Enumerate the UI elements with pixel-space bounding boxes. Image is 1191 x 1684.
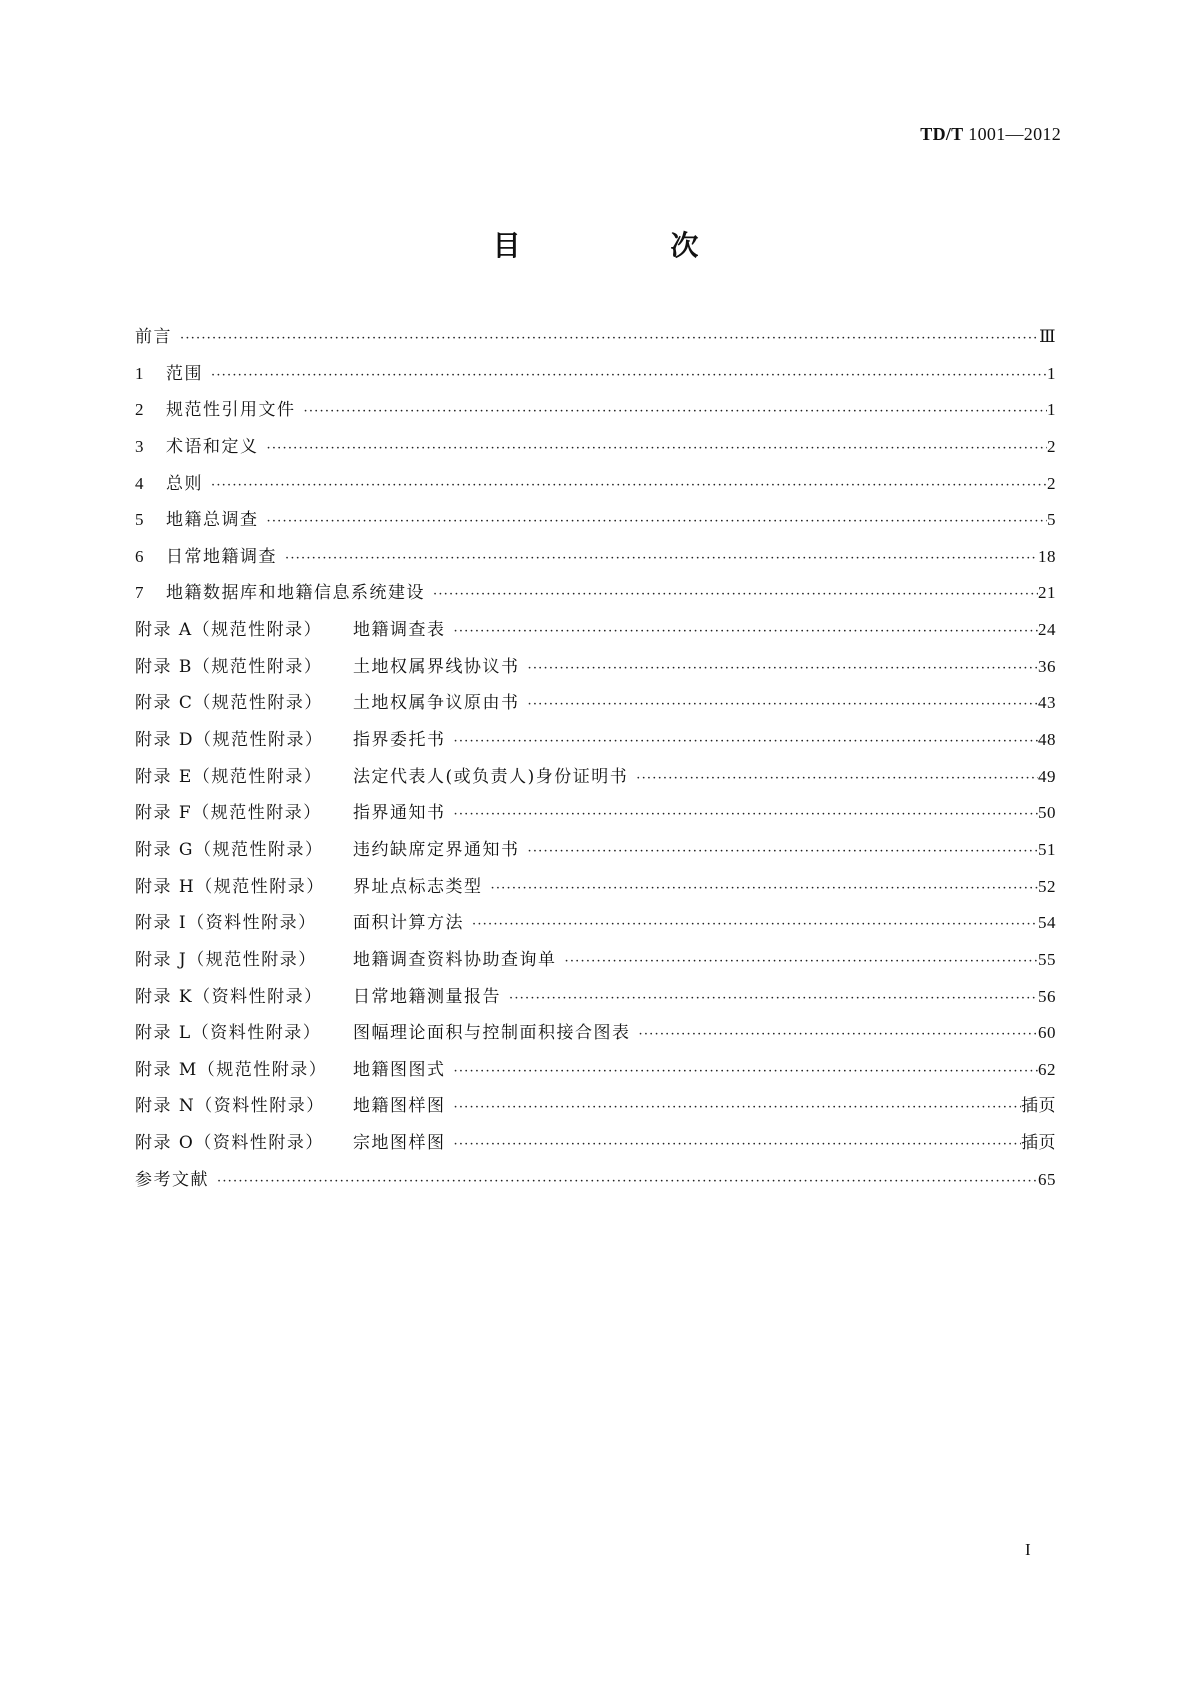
toc-entry[interactable] — [135, 908, 1056, 945]
toc-leader-dots — [450, 624, 1039, 639]
toc-entry[interactable] — [135, 1091, 1056, 1128]
toc-entry-appendix-label: 附录 J（规范性附录） — [135, 949, 317, 970]
toc-leader-dots — [281, 551, 1038, 566]
toc-entry[interactable] — [135, 982, 1056, 1019]
toc-entry-title: 法定代表人(或负责人)身份证明书 — [353, 766, 629, 787]
toc-entry-appendix-label: 附录 L（资料性附录） — [135, 1023, 322, 1044]
toc-entry-title: 地籍数据库和地籍信息系统建设 — [166, 583, 425, 604]
toc-entry-page: 2 — [1047, 436, 1056, 456]
toc-entry-number: 7 — [135, 583, 145, 603]
toc-entry[interactable] — [135, 322, 1056, 359]
toc-entry-page: 36 — [1038, 656, 1056, 676]
toc-entry-page: 51 — [1038, 839, 1056, 859]
toc-leader-dots — [524, 661, 1039, 676]
toc-entry-page: 52 — [1038, 876, 1056, 896]
document-code — [920, 124, 1061, 145]
toc-entry[interactable] — [135, 652, 1056, 689]
page-title: 目 次 — [492, 229, 769, 262]
toc-entry-number: 5 — [135, 510, 145, 530]
toc-entry-title: 宗地图样图 — [353, 1133, 446, 1154]
toc-leader-dots — [635, 1027, 1039, 1042]
toc-entry-title: 面积计算方法 — [353, 913, 464, 934]
toc-entry-number: 2 — [135, 400, 145, 420]
toc-entry-page: 43 — [1038, 693, 1056, 713]
toc-leader-dots — [450, 807, 1039, 822]
toc-leader-dots — [468, 917, 1038, 932]
toc-entry-title: 术语和定义 — [166, 436, 259, 457]
toc-entry-appendix-label: 附录 E（规范性附录） — [135, 766, 323, 787]
toc-entry[interactable] — [135, 1018, 1056, 1055]
toc-entry[interactable] — [135, 1055, 1056, 1092]
toc-entry-page: 48 — [1038, 730, 1056, 750]
toc-entry-page: 1 — [1047, 400, 1056, 420]
toc-entry-appendix-label: 附录 A（规范性附录） — [135, 620, 323, 641]
toc-leader-dots — [450, 734, 1039, 749]
toc-entry-appendix-label: 附录 G（规范性附录） — [135, 839, 324, 860]
toc-leader-dots — [207, 368, 1047, 383]
toc-entry-page: 62 — [1038, 1059, 1056, 1079]
toc-entry-number: 3 — [135, 436, 145, 456]
toc-entry-title: 前言 — [135, 327, 172, 347]
toc-entry-page: 55 — [1038, 949, 1056, 969]
toc-entry-page: 插页 — [1021, 1133, 1056, 1153]
toc-entry[interactable] — [135, 835, 1056, 872]
toc-entry-page: 49 — [1038, 766, 1056, 786]
toc-entry[interactable] — [135, 945, 1056, 982]
toc-entry[interactable] — [135, 872, 1056, 909]
toc-entry-page: 65 — [1038, 1169, 1056, 1189]
toc-entry[interactable] — [135, 615, 1056, 652]
toc-entry[interactable] — [135, 395, 1056, 432]
toc-entry-title: 规范性引用文件 — [166, 400, 296, 421]
toc-entry[interactable] — [135, 762, 1056, 799]
toc-entry-page: 插页 — [1021, 1096, 1056, 1116]
toc-entry[interactable] — [135, 725, 1056, 762]
toc-leader-dots — [176, 331, 1039, 346]
toc-entry[interactable] — [135, 1165, 1056, 1202]
toc-entry-title: 指界通知书 — [353, 803, 446, 824]
toc-entry[interactable] — [135, 359, 1056, 396]
toc-entry-appendix-label: 附录 K（资料性附录） — [135, 986, 323, 1007]
toc-entry[interactable] — [135, 469, 1056, 506]
toc-entry-page: 5 — [1047, 510, 1056, 530]
toc-leader-dots — [450, 1064, 1039, 1079]
toc-entry-appendix-label: 附录 H（规范性附录） — [135, 876, 325, 897]
toc-entry-appendix-label: 附录 I（资料性附录） — [135, 913, 317, 934]
toc-entry-page: 24 — [1038, 620, 1056, 640]
toc-entry-title: 日常地籍测量报告 — [353, 986, 501, 1007]
toc-leader-dots — [524, 844, 1039, 859]
toc-entry-number: 6 — [135, 546, 145, 566]
toc-entry-title: 违约缺席定界通知书 — [353, 839, 520, 860]
toc-entry-appendix-label: 附录 B（规范性附录） — [135, 656, 323, 677]
page-number: I — [1025, 1540, 1031, 1559]
toc-entry[interactable] — [135, 688, 1056, 725]
toc-leader-dots — [524, 697, 1039, 712]
toc-entry-title: 日常地籍调查 — [166, 546, 277, 567]
toc-leader-dots — [450, 1100, 1022, 1115]
toc-entry[interactable] — [135, 1128, 1056, 1165]
toc-leader-dots — [487, 881, 1039, 896]
toc-leader-dots — [300, 404, 1048, 419]
toc-entry-title: 土地权属争议原由书 — [353, 693, 520, 714]
toc-leader-dots — [263, 441, 1048, 456]
toc-leader-dots — [213, 1174, 1038, 1189]
toc-leader-dots — [505, 991, 1038, 1006]
toc-leader-dots — [632, 771, 1038, 786]
toc-entry[interactable] — [135, 505, 1056, 542]
toc-entry[interactable] — [135, 432, 1056, 469]
toc-entry-title: 地籍图样图 — [353, 1096, 446, 1117]
document-code-number: 1001—2012 — [968, 124, 1061, 144]
toc-entry-appendix-label: 附录 O（资料性附录） — [135, 1133, 324, 1154]
toc-entry-page: 1 — [1047, 363, 1056, 383]
toc-entry-title: 图幅理论面积与控制面积接合图表 — [353, 1023, 631, 1044]
toc-entry-page: 54 — [1038, 913, 1056, 933]
table-of-contents — [135, 322, 1056, 1201]
toc-entry-title: 总则 — [166, 473, 203, 494]
toc-entry-page: 18 — [1038, 546, 1056, 566]
toc-entry-title: 地籍调查资料协助查询单 — [353, 949, 557, 970]
toc-entry-title: 地籍总调查 — [166, 510, 259, 531]
toc-entry[interactable] — [135, 542, 1056, 579]
toc-leader-dots — [207, 478, 1047, 493]
toc-entry-page: 2 — [1047, 473, 1056, 493]
toc-entry[interactable] — [135, 798, 1056, 835]
toc-entry-title: 土地权属界线协议书 — [353, 656, 520, 677]
toc-entry-title: 地籍图图式 — [353, 1059, 446, 1080]
toc-entry[interactable] — [135, 578, 1056, 615]
toc-entry-page: 21 — [1038, 583, 1056, 603]
toc-leader-dots — [429, 587, 1038, 602]
toc-entry-title: 指界委托书 — [353, 730, 446, 751]
toc-leader-dots — [561, 954, 1039, 969]
toc-entry-appendix-label: 附录 N（资料性附录） — [135, 1096, 325, 1117]
toc-entry-title: 界址点标志类型 — [353, 876, 483, 897]
toc-entry-appendix-label: 附录 M（规范性附录） — [135, 1059, 328, 1080]
toc-entry-title: 范围 — [166, 363, 203, 384]
toc-entry-page: Ⅲ — [1039, 327, 1056, 346]
toc-entry-title: 地籍调查表 — [353, 620, 446, 641]
toc-entry-page: 50 — [1038, 803, 1056, 823]
toc-leader-dots — [450, 1137, 1022, 1152]
document-code-prefix: TD/T — [920, 124, 964, 144]
toc-entry-appendix-label: 附录 F（规范性附录） — [135, 803, 322, 824]
toc-entry-appendix-label: 附录 D（规范性附录） — [135, 730, 324, 751]
toc-entry-number: 4 — [135, 473, 145, 493]
toc-entry-page: 60 — [1038, 1023, 1056, 1043]
toc-entry-number: 1 — [135, 363, 145, 383]
toc-entry-page: 56 — [1038, 986, 1056, 1006]
toc-leader-dots — [263, 514, 1048, 529]
toc-entry-title: 参考文献 — [135, 1169, 209, 1190]
toc-entry-appendix-label: 附录 C（规范性附录） — [135, 693, 323, 714]
